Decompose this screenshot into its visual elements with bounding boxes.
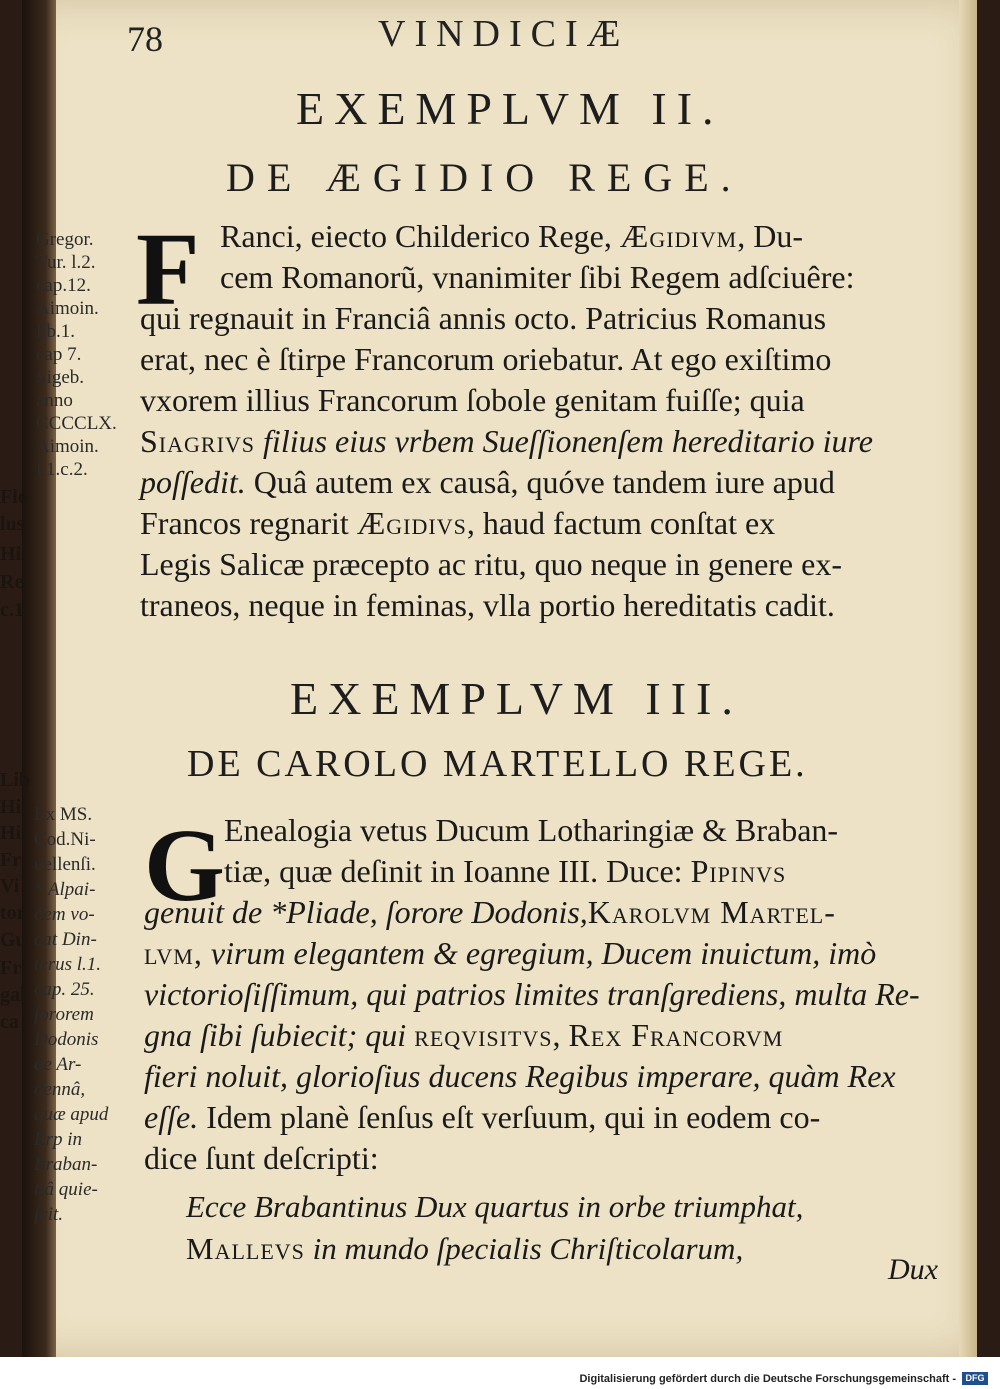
text-run: qui regnauit in Franciâ annis octo. Patricius Romanus (140, 300, 827, 336)
text-line (144, 1015, 920, 1056)
bleed-fragment: Vi (0, 875, 20, 897)
text-run: poſſedit. (140, 464, 246, 500)
text-run: Francos regnarit (140, 505, 357, 541)
bleed-fragment: Flo (0, 486, 28, 508)
section1-subheading: DE ÆGIDIO REGE. (226, 155, 743, 200)
text-line (140, 298, 873, 339)
funding-notice: Digitalisierung gefördert durch die Deutsche Forschungsgemeinschaft - (579, 1373, 956, 1385)
bleed-fragment: ca (0, 1011, 19, 1033)
text-run: Karolvm Martel- (587, 894, 836, 930)
text-run: Enealogia vetus Ducum Lotharingiæ & Braban- (224, 812, 839, 848)
text-line (140, 421, 873, 462)
section2-margin-notes (34, 802, 108, 1227)
margin-note: anno (36, 390, 73, 411)
bleed-fragment: tor (0, 902, 26, 924)
margin-note: de Ar- (34, 1054, 82, 1075)
catchword: Dux (888, 1253, 938, 1286)
text-run: erat, nec è ſtirpe Francorum oriebatur. At ego exiſtimo (140, 341, 832, 377)
text-run: Ægidivs (356, 505, 467, 541)
text-line (140, 503, 873, 544)
bleed-fragment: Hi (0, 796, 22, 818)
text-run: , (552, 1017, 569, 1053)
bleed-fragment: Hi (0, 822, 22, 844)
page-edge (959, 0, 977, 1357)
text-run: Pipinvs (690, 853, 787, 889)
margin-note: tiâ quie- (34, 1179, 98, 1200)
bleed-fragment: c.1 (0, 599, 24, 621)
text-run: Ægidivm (619, 218, 738, 254)
text-run (203, 935, 211, 971)
bleed-fragment: Fr (0, 849, 22, 871)
margin-note: ſororem (34, 1004, 94, 1025)
text-run: vxorem illius Francorum ſobole genitam fuiſſe; quia (140, 382, 805, 418)
margin-note: dem vo- (34, 904, 95, 925)
section1-heading: EXEMPLVM II. (296, 83, 724, 134)
text-run: Legis Salicæ præcepto ac ritu, quo neque in genere ex- (140, 546, 842, 582)
section1-body (140, 216, 873, 626)
text-line (140, 216, 873, 257)
margin-note: Gregor. (36, 229, 94, 250)
text-line (140, 462, 873, 503)
text-run: Ranci, eiecto Childerico Rege, (220, 218, 620, 254)
bleed-fragment: lus (0, 513, 25, 535)
margin-note: Erp in (34, 1129, 83, 1150)
margin-note: cat Din- (34, 929, 97, 950)
bleed-fragment: Re (0, 571, 24, 593)
bleed-fragment: Fr (0, 957, 22, 979)
margin-note: quæ apud (34, 1104, 109, 1125)
text-run: , Du- (737, 218, 803, 254)
text-line (144, 1056, 920, 1097)
section1-margin-notes (36, 228, 117, 481)
text-line (144, 933, 920, 974)
text-run: virum elegantem & egregium, Ducem inuictum, imò (210, 935, 877, 971)
text-run: eſſe. (144, 1099, 199, 1135)
margin-note: cap. 25. (34, 979, 95, 1000)
text-line (144, 851, 920, 892)
margin-note: Sigeb. (36, 367, 85, 388)
text-run: Rex Francorvm (568, 1017, 784, 1053)
text-run: gna ſibi ſubiecit; qui (144, 1017, 415, 1053)
page-number: 78 (127, 19, 163, 59)
margin-note: Tur. l.2. (36, 252, 96, 273)
margin-note: ſcit. (34, 1204, 64, 1225)
margin-note: terus l.1. (34, 954, 102, 975)
verse-line-2-rest: in mundo ſpecialis Chriſticolarum, (304, 1231, 744, 1266)
margin-note: Dodonis (34, 1029, 99, 1050)
text-line (140, 585, 873, 626)
text-line (140, 257, 873, 298)
margin-note: cap.12. (36, 275, 91, 296)
margin-note: Aimoin. (36, 298, 99, 319)
margin-note: cap 7. (36, 344, 82, 365)
margin-note: dennâ, (34, 1079, 86, 1100)
verse-block (186, 1186, 803, 1270)
margin-note: * Alpai- (34, 879, 96, 900)
verse-line-2-smallcaps: Mallevs (186, 1231, 305, 1266)
section2-subheading: DE CAROLO MARTELLO REGE. (187, 743, 808, 785)
margin-note: Ex MS. (34, 804, 93, 825)
bleed-fragment: Gu (0, 929, 27, 951)
text-run: reqvisitvs (414, 1017, 553, 1053)
margin-note: lib.1. (36, 321, 76, 342)
text-run: , haud factum conſtat ex (466, 505, 776, 541)
running-head: VINDICIÆ (378, 13, 630, 55)
bleed-fragment: gal (0, 984, 26, 1006)
text-run: lvm, (144, 935, 203, 971)
margin-note: uellenſi. (34, 854, 96, 875)
margin-note: Cod.Ni- (34, 829, 96, 850)
text-run: filius eius vrbem Sueſſionenſem hereditario iure (263, 423, 873, 459)
text-run: Siagrivs (140, 423, 256, 459)
text-run: dice ſunt deſcripti: (144, 1140, 379, 1176)
margin-note: l.1.c.2. (36, 459, 88, 480)
text-run: tiæ, quæ deſinit in Ioanne III. Duce: (224, 853, 691, 889)
verse-line-2 (186, 1228, 803, 1270)
margin-note: Aimoin. (36, 436, 99, 457)
bleed-fragment: Hi (0, 543, 22, 565)
section2-dropcap: G (144, 808, 225, 923)
text-run: traneos, neque in feminas, vlla portio hereditatis cadit. (140, 587, 835, 623)
section2-body (144, 810, 920, 1179)
text-run: Idem planè ſenſus eſt verſuum, qui in eodem co- (198, 1099, 821, 1135)
section1-dropcap: F (136, 212, 200, 327)
text-line (140, 339, 873, 380)
text-run (255, 423, 263, 459)
dfg-logo: DFG (962, 1372, 988, 1385)
text-line (144, 1138, 920, 1179)
margin-note: CCCCLX. (36, 413, 117, 434)
margin-note: Braban- (34, 1154, 98, 1175)
bleed-fragment: Lib (0, 769, 31, 791)
text-run: fieri noluit, glorioſius ducens Regibus imperare, quàm Rex (144, 1058, 896, 1094)
text-line (144, 810, 920, 851)
text-run: Quâ autem ex causâ, quóve tandem iure apud (245, 464, 835, 500)
section2-heading: EXEMPLVM III. (290, 673, 743, 724)
text-line (144, 974, 920, 1015)
text-line (144, 1097, 920, 1138)
text-line (144, 892, 920, 933)
text-run: victorioſiſſimum, qui patrios limites tranſgrediens, multa Re- (144, 976, 920, 1012)
text-line (140, 544, 873, 585)
text-line (140, 380, 873, 421)
text-run: cem Romanorũ, vnanimiter ſibi Regem adſciuêre: (220, 259, 855, 295)
verse-line-1: Ecce Brabantinus Dux quartus in orbe triumphat, (186, 1189, 804, 1224)
text-run: genuit de *Pliade, ſorore Dodonis, (144, 894, 588, 930)
